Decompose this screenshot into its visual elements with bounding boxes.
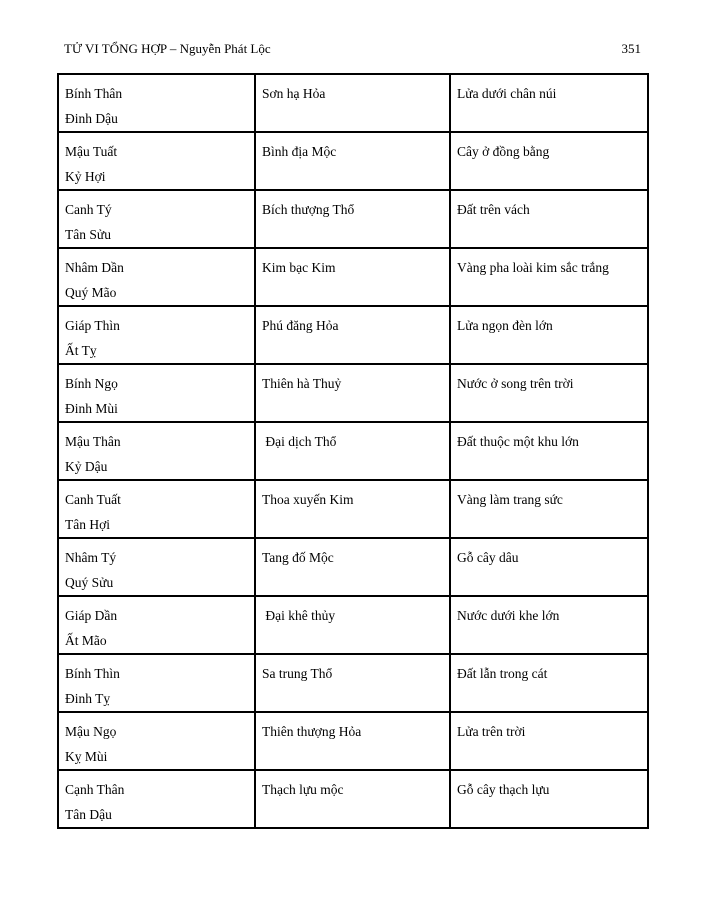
meaning-cell — [450, 74, 648, 132]
meaning-text: Lửa ngọn đèn lớn — [457, 318, 553, 333]
meaning-cell — [450, 248, 648, 306]
can-chi-line: Nhâm Dần — [65, 260, 124, 275]
meaning-text: Gỗ cây thạch lựu — [457, 782, 550, 797]
can-chi-line: Tân Hợi — [65, 517, 111, 532]
can-chi-line: Đinh Tỵ — [65, 691, 111, 706]
table-body — [58, 74, 648, 828]
meaning-cell — [450, 654, 648, 712]
meaning-cell — [450, 132, 648, 190]
meaning-text: Nước ở song trên trời — [457, 376, 574, 391]
can-chi-line: Giáp Thìn — [65, 318, 120, 333]
nap-am-name: Tang đố Mộc — [262, 550, 334, 565]
can-chi-cell — [58, 364, 255, 422]
can-chi-cell — [58, 712, 255, 770]
meaning-text: Vàng làm trang sức — [457, 492, 563, 507]
can-chi-line: Cạnh Thân — [65, 782, 125, 797]
nap-am-name: Thoa xuyến Kim — [262, 492, 354, 507]
nap-am-cell — [255, 538, 450, 596]
meaning-text: Đất thuộc một khu lớn — [457, 434, 579, 449]
meaning-text: Đất trên vách — [457, 202, 530, 217]
nap-am-cell — [255, 770, 450, 828]
meaning-cell — [450, 306, 648, 364]
page-header — [64, 41, 641, 61]
can-chi-cell — [58, 538, 255, 596]
can-chi-line: Kỷ Dậu — [65, 459, 108, 474]
can-chi-line: Mậu Ngọ — [65, 724, 117, 739]
table-row — [58, 596, 648, 654]
table-row — [58, 190, 648, 248]
can-chi-line: Đinh Mùi — [65, 401, 118, 416]
can-chi-cell — [58, 654, 255, 712]
nap-am-cell — [255, 364, 450, 422]
table-row — [58, 248, 648, 306]
meaning-cell — [450, 364, 648, 422]
can-chi-cell — [58, 306, 255, 364]
can-chi-line: Canh Tuất — [65, 492, 121, 507]
nap-am-cell — [255, 480, 450, 538]
table-row — [58, 538, 648, 596]
meaning-text: Nước dưới khe lớn — [457, 608, 560, 623]
meaning-cell — [450, 770, 648, 828]
table-row — [58, 480, 648, 538]
can-chi-cell — [58, 480, 255, 538]
can-chi-cell — [58, 132, 255, 190]
meaning-cell — [450, 538, 648, 596]
can-chi-line: Kỵ Mùi — [65, 749, 108, 764]
table-row — [58, 654, 648, 712]
nap-am-cell — [255, 248, 450, 306]
meaning-text: Vàng pha loài kim sắc trắng — [457, 260, 609, 275]
meaning-text: Gỗ cây dâu — [457, 550, 519, 565]
meaning-text: Lửa dưới chân núi — [457, 86, 557, 101]
nap-am-cell — [255, 712, 450, 770]
can-chi-cell — [58, 248, 255, 306]
meaning-cell — [450, 480, 648, 538]
can-chi-line: Bính Thìn — [65, 666, 120, 681]
meaning-text: Cây ở đồng bằng — [457, 144, 550, 159]
table-row — [58, 364, 648, 422]
table-row — [58, 132, 648, 190]
can-chi-cell — [58, 770, 255, 828]
can-chi-line: Mậu Thân — [65, 434, 121, 449]
nap-am-name: Thạch lựu mộc — [262, 782, 344, 797]
can-chi-cell — [58, 190, 255, 248]
can-chi-line: Ất Tỵ — [65, 343, 97, 358]
page-number: 351 — [621, 41, 641, 56]
can-chi-cell — [58, 74, 255, 132]
nap-am-name: Phú đăng Hỏa — [262, 318, 339, 333]
can-chi-line: Ất Mão — [65, 633, 107, 648]
can-chi-cell — [58, 596, 255, 654]
meaning-cell — [450, 422, 648, 480]
can-chi-line: Tân Dậu — [65, 807, 112, 822]
meaning-text: Lửa trên trời — [457, 724, 526, 739]
nap-am-cell — [255, 654, 450, 712]
meaning-cell — [450, 712, 648, 770]
can-chi-line: Đinh Dậu — [65, 111, 118, 126]
can-chi-line: Canh Tý — [65, 202, 112, 217]
nap-am-name: Sơn hạ Hỏa — [262, 86, 326, 101]
nap-am-name: Bích thượng Thổ — [262, 202, 355, 217]
table-row — [58, 712, 648, 770]
running-title: TỬ VI TỔNG HỢP – Nguyễn Phát Lộc — [64, 41, 271, 56]
nap-am-cell — [255, 132, 450, 190]
meaning-cell — [450, 190, 648, 248]
can-chi-cell — [58, 422, 255, 480]
meaning-cell — [450, 596, 648, 654]
table-row — [58, 74, 648, 132]
nap-am-cell — [255, 596, 450, 654]
can-chi-line: Mậu Tuất — [65, 144, 118, 159]
table-row — [58, 306, 648, 364]
can-chi-line: Bính Ngọ — [65, 376, 118, 391]
nap-am-cell — [255, 422, 450, 480]
can-chi-line: Nhâm Tý — [65, 550, 117, 565]
can-chi-line: Kỷ Hợi — [65, 169, 106, 184]
table-row — [58, 422, 648, 480]
meaning-text: Đất lẫn trong cát — [457, 666, 548, 681]
can-chi-line: Quý Sửu — [65, 575, 114, 590]
nap-am-cell — [255, 190, 450, 248]
nap-am-name: Kim bạc Kim — [262, 260, 336, 275]
nap-am-table — [57, 73, 649, 829]
nap-am-cell — [255, 74, 450, 132]
table-row — [58, 770, 648, 828]
nap-am-cell — [255, 306, 450, 364]
nap-am-name: Đại khê thủy — [262, 608, 336, 623]
nap-am-name: Thiên thượng Hỏa — [262, 724, 362, 739]
can-chi-line: Giáp Dần — [65, 608, 118, 623]
can-chi-line: Bính Thân — [65, 86, 123, 101]
nap-am-name: Sa trung Thổ — [262, 666, 333, 681]
nap-am-name: Thiên hà Thuỷ — [262, 376, 342, 391]
nap-am-name: Bình địa Mộc — [262, 144, 337, 159]
nap-am-name: Đại dịch Thổ — [262, 434, 337, 449]
can-chi-line: Tân Sửu — [65, 227, 111, 242]
can-chi-line: Quý Mão — [65, 285, 117, 300]
